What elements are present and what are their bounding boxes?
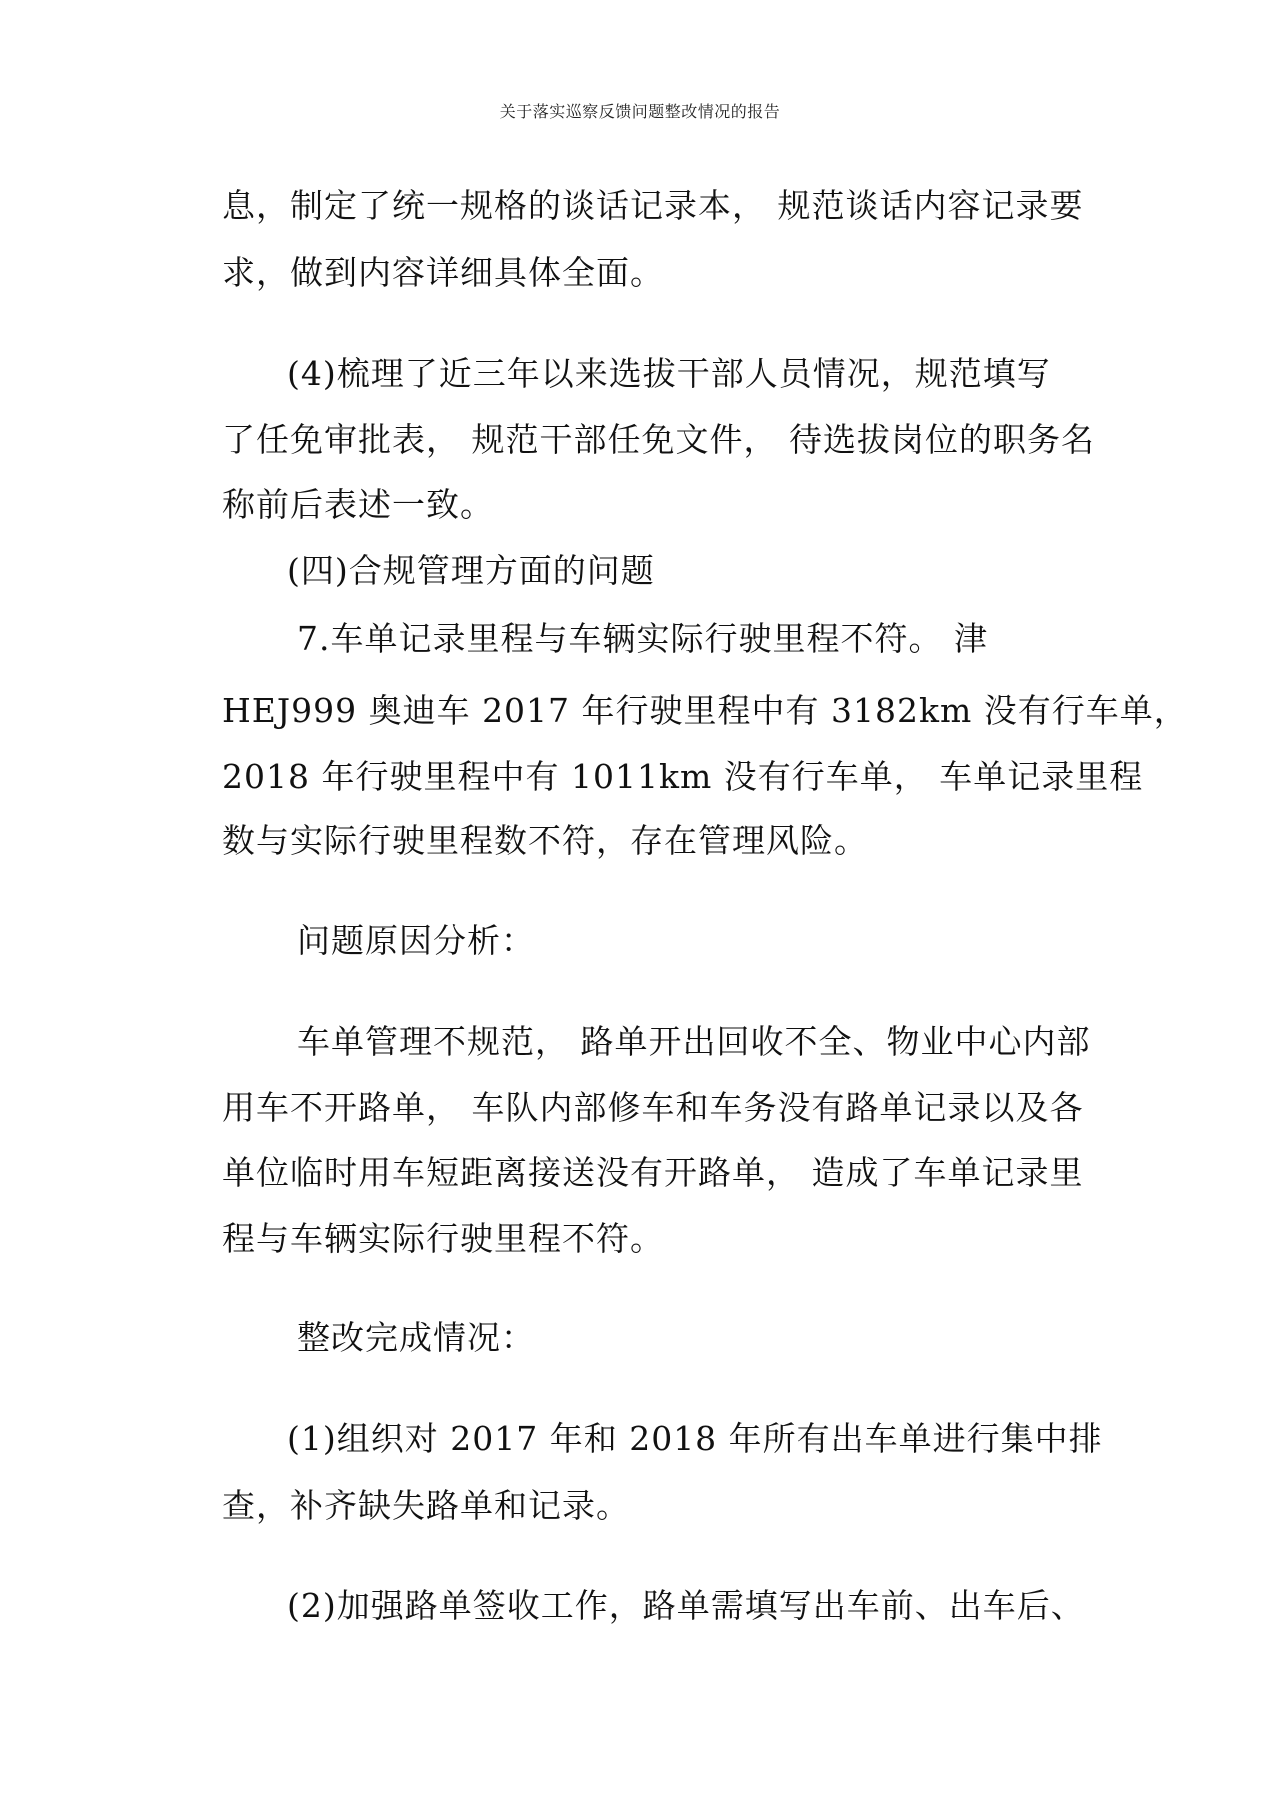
text-line-18: 查，补齐缺失路单和记录。 bbox=[222, 1486, 630, 1525]
text-line-4: 了任免审批表， 规范干部任免文件， 待选拔岗位的职务名 bbox=[222, 420, 1095, 459]
text-line-8: HEJ999 奥迪车 2017 年行驶里程中有 3182km 没有行车单， bbox=[222, 691, 1188, 730]
section-heading: (四)合规管理方面的问题 bbox=[287, 551, 655, 590]
text-line-10: 数与实际行驶里程数不符，存在管理风险。 bbox=[222, 821, 868, 860]
text-line-14: 单位临时用车短距离接送没有开路单， 造成了车单记录里 bbox=[222, 1153, 1084, 1192]
running-header: 关于落实巡察反馈问题整改情况的报告 bbox=[499, 102, 781, 121]
text-line-19: (2)加强路单签收工作，路单需填写出车前、出车后、 bbox=[287, 1586, 1085, 1625]
subheading-cause: 问题原因分析： bbox=[297, 921, 535, 960]
text-line-2: 求，做到内容详细具体全面。 bbox=[222, 253, 664, 292]
text-line-3: (4)梳理了近三年以来选拔干部人员情况，规范填写 bbox=[287, 354, 1051, 393]
text-line-15: 程与车辆实际行驶里程不符。 bbox=[222, 1219, 664, 1258]
text-line-13: 用车不开路单， 车队内部修车和车务没有路单记录以及各 bbox=[222, 1088, 1084, 1127]
text-line-9: 2018 年行驶里程中有 1011km 没有行车单， 车单记录里程 bbox=[222, 757, 1144, 796]
subheading-rectification: 整改完成情况： bbox=[297, 1318, 535, 1357]
text-line-17: (1)组织对 2017 年和 2018 年所有出车单进行集中排 bbox=[287, 1419, 1103, 1458]
text-line-7: 7.车单记录里程与车辆实际行驶里程不符。 津 bbox=[297, 619, 988, 658]
text-line-12: 车单管理不规范， 路单开出回收不全、物业中心内部 bbox=[297, 1022, 1091, 1061]
text-line-1: 息，制定了统一规格的谈话记录本， 规范谈话内容记录要 bbox=[222, 186, 1084, 225]
text-line-5: 称前后表述一致。 bbox=[222, 485, 494, 524]
